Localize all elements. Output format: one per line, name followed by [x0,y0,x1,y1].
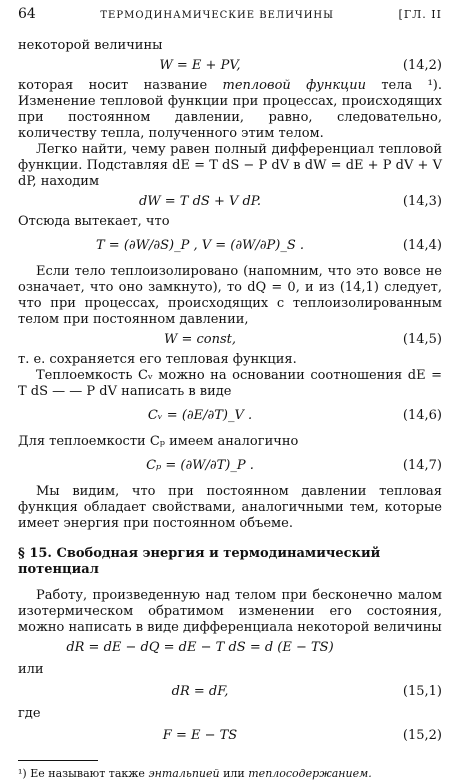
equation-14-7 [18,450,442,484]
equation-number: (14,5) [402,332,442,347]
equation-number: (15,2) [402,728,442,743]
text-run: которая носит название [18,78,223,93]
word-or: или [18,662,44,677]
equation-text: dW = T dS + V dP. [138,194,262,209]
text-run: или [219,767,249,780]
footnote-divider [18,760,98,761]
equation-text: Cᵥ = (∂E/∂T)_V . [147,408,253,423]
equation-15-2 [18,724,442,748]
paragraph-insulated: Если тело теплоизолировано (напомним, что это вовсе не означает, что оно замкнуто), то dQ = 0, и из (14,1) следует, что при процессах, происходящих с теплоизолированным телом при постоянном давлении, [18,264,442,327]
equation-text: W = const, [163,332,237,347]
equation-number: (14,2) [402,58,442,73]
paragraph-enthalpy-definition [18,78,442,142]
equation-text: Cₚ = (∂W/∂T)_P . [146,458,254,473]
equation-number: (14,3) [402,194,442,209]
equation-number: (14,7) [402,458,442,473]
page [18,6,442,781]
emphasis-text: тепловой функции [222,78,366,93]
equation-14-3 [18,190,442,214]
paragraph-intro: некоторой величины [18,38,163,53]
equation-15-1 [18,680,442,704]
emphasis-text: теплосодержанием. [248,767,372,780]
section-heading: § 15. Свободная энергия и термодинамический потенциал [18,546,381,577]
equation-text: W = E + PV, [159,58,241,73]
equation-14-4 [18,230,442,264]
paragraph-heat-capacity-p: Для теплоемкости Cₚ имеем аналогично [18,434,299,449]
paragraph-hence: Отсюда вытекает, что [18,214,170,229]
equation-work [18,636,442,660]
equation-14-5 [18,328,442,352]
paragraph-differential: Легко найти, чему равен полный дифференциал тепловой функции. Подставляя dE = T dS − P dV в dW = dE + P dV + V dP, находим [18,142,442,189]
text-run: тела ¹). Изменение тепловой функции при процессах, происходящих при постоянном давлении, равно, следовательно, количеству тепла, полученного этим телом. [18,78,442,141]
equation-text: F = E − TS [162,728,238,743]
emphasis-text: энтальпией [148,767,220,780]
equation-number: (15,1) [402,684,442,699]
equation-text: T = (∂W/∂S)_P , V = (∂W/∂P)_S . [96,238,304,253]
paragraph-conserved: т. е. сохраняется его тепловая функция. [18,352,297,367]
paragraph-conclusion: Мы видим, что при постоянном давлении тепловая функция обладает свойствами, аналогичными тем, которые имеет энергия при постоянном объеме. [18,484,442,531]
paragraph-work: Работу, произведенную над телом при бесконечно малом изотермическом обратимом изменении его состояния, можно написать в виде дифференциала некоторой величины [18,588,442,635]
footnote [18,767,442,781]
paragraph-heat-capacity-v: Теплоемкость Cᵥ можно на основании соотношения dE = T dS — — P dV написать в виде [18,368,442,399]
equation-14-6 [18,400,442,434]
equation-text: dR = dF, [171,684,229,699]
running-title: ТЕРМОДИНАМИЧЕСКИЕ ВЕЛИЧИНЫ [100,10,334,21]
equation-14-2 [18,54,442,78]
running-header [18,6,442,26]
word-where: где [18,706,41,721]
page-number: 64 [18,6,36,22]
text-run: ¹) Ее называют также [18,767,149,780]
equation-number: (14,6) [402,408,442,423]
equation-number: (14,4) [402,238,442,253]
equation-text: dR = dE − dQ = dE − T dS = d (E − TS) [66,640,334,655]
chapter-label: [ГЛ. II [398,8,442,21]
